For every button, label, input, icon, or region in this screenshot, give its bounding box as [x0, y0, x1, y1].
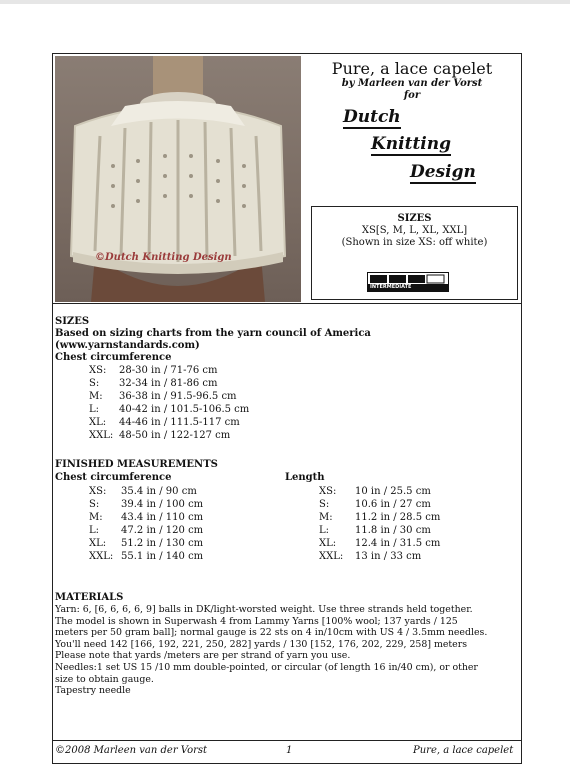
brand-word-3: Design [410, 162, 476, 182]
size-value: 11.2 in / 28.5 cm [355, 512, 441, 523]
size-label: XXL: [89, 430, 114, 441]
brand-word-1: Dutch [343, 107, 401, 127]
sizes-box-heading: SIZES [397, 213, 432, 224]
title-block [307, 60, 517, 102]
pattern-page [52, 53, 522, 764]
finished-chest-heading: Chest circumference [55, 472, 172, 483]
size-value: 28-30 in / 71-76 cm [119, 365, 218, 376]
footer-divider [53, 740, 521, 741]
brand-word-2: Knitting [371, 134, 452, 154]
skill-level-label: INTERMEDIATE [370, 284, 412, 290]
size-value: 51.2 in / 130 cm [121, 538, 204, 549]
pattern-title: Pure, a lace capelet [331, 59, 493, 78]
size-label: L: [319, 525, 330, 536]
capelet-illustration [55, 56, 301, 302]
size-value: 44-46 in / 111.5-117 cm [119, 417, 240, 428]
size-label: XS: [89, 365, 107, 376]
materials-heading: MATERIALS [55, 592, 124, 603]
materials-line: Yarn: 6, [6, 6, 6, 6, 9] balls in DK/light-worsted weight. Use three strands held together. [55, 604, 473, 615]
size-value: 43.4 in / 110 cm [121, 512, 204, 523]
size-value: 48-50 in / 122-127 cm [119, 430, 231, 441]
materials-line: meters per 50 gram ball]; normal gauge is 22 sts on 4 in/10cm with US 4 / 3.5mm needles. [55, 627, 488, 639]
size-value: 13 in / 33 cm [355, 551, 422, 562]
size-label: M: [89, 391, 103, 402]
size-label: S: [89, 378, 100, 389]
for-word: for [403, 90, 421, 101]
top-scrollbar[interactable] [0, 0, 570, 4]
skill-level-indicator [367, 272, 449, 292]
size-value: 39.4 in / 100 cm [121, 499, 204, 510]
size-label: XS: [319, 486, 337, 497]
size-label: S: [89, 499, 100, 510]
size-value: 11.8 in / 30 cm [355, 525, 431, 536]
size-value: 32-34 in / 81-86 cm [119, 378, 218, 389]
size-value: 12.4 in / 31.5 cm [355, 538, 441, 549]
byline: by Marleen van der Vorst [341, 78, 483, 89]
size-value: 47.2 in / 120 cm [121, 525, 204, 536]
finished-length-heading: Length [285, 472, 325, 483]
size-value: 35.4 in / 90 cm [121, 486, 197, 497]
footer-page-number: 1 [286, 745, 293, 756]
size-label: L: [89, 525, 100, 536]
size-value: 55.1 in / 140 cm [121, 551, 204, 562]
size-label: M: [89, 512, 103, 523]
sizes-note-line1: Based on sizing charts from the yarn council of America [55, 328, 371, 339]
size-value: 40-42 in / 101.5-106.5 cm [119, 404, 250, 415]
size-label: XL: [89, 538, 107, 549]
footer-title: Pure, a lace capelet [413, 745, 514, 756]
size-label: S: [319, 499, 330, 510]
size-label: L: [89, 404, 100, 415]
materials-line: The model is shown in Superwash 4 from Lammy Yarns [100% wool; 137 yards / 125 [55, 615, 458, 627]
materials-line: Please note that yards /meters are per strand of yarn you use. [55, 650, 351, 662]
chest-circumference-heading: Chest circumference [55, 352, 172, 363]
finished-heading: FINISHED MEASUREMENTS [55, 459, 218, 470]
photo-divider [53, 303, 521, 304]
size-value: 10 in / 25.5 cm [355, 486, 431, 497]
sizes-box-sizes: XS[S, M, L, XL, XXL] [361, 225, 468, 236]
capelet-photo [55, 56, 301, 302]
size-label: XXL: [89, 551, 114, 562]
sizes-note-line2: (www.yarnstandards.com) [55, 340, 200, 351]
size-label: XXL: [319, 551, 344, 562]
size-label: XS: [89, 486, 107, 497]
size-label: XL: [89, 417, 107, 428]
sizes-heading: SIZES [55, 316, 90, 327]
size-label: XL: [319, 538, 337, 549]
materials-line: Tapestry needle [55, 685, 131, 697]
materials-line: size to obtain gauge. [55, 673, 154, 685]
size-label: M: [319, 512, 333, 523]
materials-line: Needles:1 set US 15 /10 mm double-pointed, or circular (of length 16 in/40 cm), or other [55, 661, 478, 673]
sizes-box-shown: (Shown in size XS: off white) [341, 237, 488, 248]
materials-text [55, 604, 487, 697]
size-value: 10.6 in / 27 cm [355, 499, 431, 510]
sizes-box [311, 206, 518, 300]
footer-copyright: ©2008 Marleen van der Vorst [55, 745, 208, 756]
materials-line: You'll need 142 [166, 192, 221, 250, 282] yards / 130 [152, 176, 202, 229, 258] meters [55, 638, 468, 650]
photo-watermark: ©Dutch Knitting Design [95, 252, 232, 263]
size-value: 36-38 in / 91.5-96.5 cm [119, 391, 237, 402]
